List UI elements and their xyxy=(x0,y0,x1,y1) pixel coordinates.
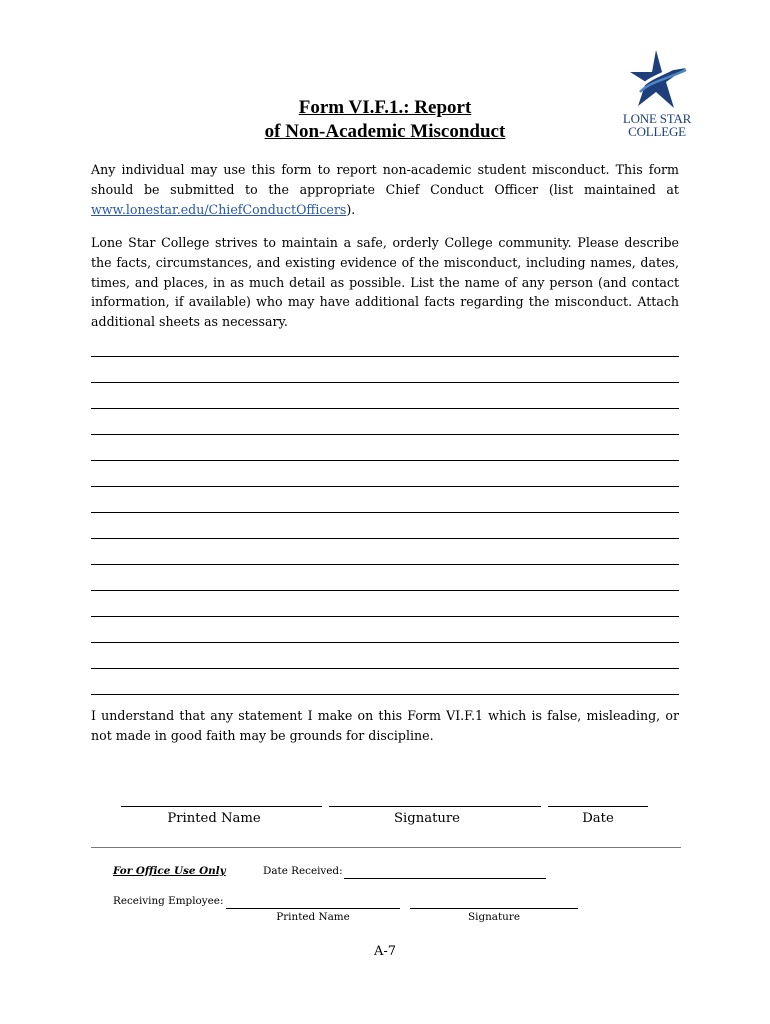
date-received-label: Date Received: xyxy=(263,865,343,877)
response-line[interactable] xyxy=(91,382,679,383)
office-use-heading: For Office Use Only xyxy=(113,865,226,877)
response-line[interactable] xyxy=(91,590,679,591)
form-title-line2: of Non-Academic Misconduct xyxy=(264,121,506,142)
certification-statement: I understand that any statement I make on this Form VI.F.1 which is false, misleading, or not made in good faith may be grounds for discipline. xyxy=(91,708,679,743)
response-line[interactable] xyxy=(91,408,679,409)
receiving-employee-signature-line[interactable] xyxy=(410,908,578,909)
logo-text-line1: LONE STAR xyxy=(622,111,692,126)
response-line[interactable] xyxy=(91,434,679,435)
response-line[interactable] xyxy=(91,694,679,695)
receiving-employee-label: Receiving Employee: xyxy=(113,895,224,907)
response-line[interactable] xyxy=(91,668,679,669)
date-received-line[interactable] xyxy=(344,878,546,879)
signature-label: Signature xyxy=(394,811,460,826)
form-title xyxy=(200,96,570,144)
printed-name-label: Printed Name xyxy=(167,811,261,826)
office-printed-name-label: Printed Name xyxy=(276,911,350,923)
response-line[interactable] xyxy=(91,538,679,539)
intro-closing: ). xyxy=(346,201,356,217)
response-line[interactable] xyxy=(91,512,679,513)
signature-line[interactable] xyxy=(329,806,541,807)
logo-text-line2: COLLEGE xyxy=(628,124,686,139)
intro-paragraph xyxy=(91,160,679,219)
response-line[interactable] xyxy=(91,486,679,487)
page-number: A-7 xyxy=(373,944,397,959)
response-line[interactable] xyxy=(91,356,679,357)
response-line[interactable] xyxy=(91,564,679,565)
receiving-employee-name-line[interactable] xyxy=(226,908,400,909)
printed-name-line[interactable] xyxy=(121,806,322,807)
star-icon xyxy=(626,46,690,112)
response-line[interactable] xyxy=(91,642,679,643)
office-signature-label: Signature xyxy=(468,911,520,923)
section-divider xyxy=(91,847,681,848)
instructions-paragraph: Lone Star College strives to maintain a safe, orderly College community. Please describe the facts, circumstances, and existing evidence of the misconduct, including names, dates, times, and places, in as much detail as possible. List the name of any person (and contact information, if available) who may have additional facts regarding the misconduct. Attach additional sheets as necessary. xyxy=(91,235,679,330)
intro-text: Any individual may use this form to report non-academic student misconduct. This form should be submitted to the appropriate Chief Conduct Officer (list maintained at xyxy=(91,162,679,197)
lone-star-college-logo xyxy=(620,46,694,142)
date-label: Date xyxy=(582,811,614,826)
response-line[interactable] xyxy=(91,616,679,617)
response-line[interactable] xyxy=(91,460,679,461)
form-title-line1: Form VI.F.1.: Report xyxy=(298,97,472,118)
date-line[interactable] xyxy=(548,806,648,807)
chief-conduct-officers-link[interactable]: www.lonestar.edu/ChiefConductOfficers xyxy=(91,201,347,217)
